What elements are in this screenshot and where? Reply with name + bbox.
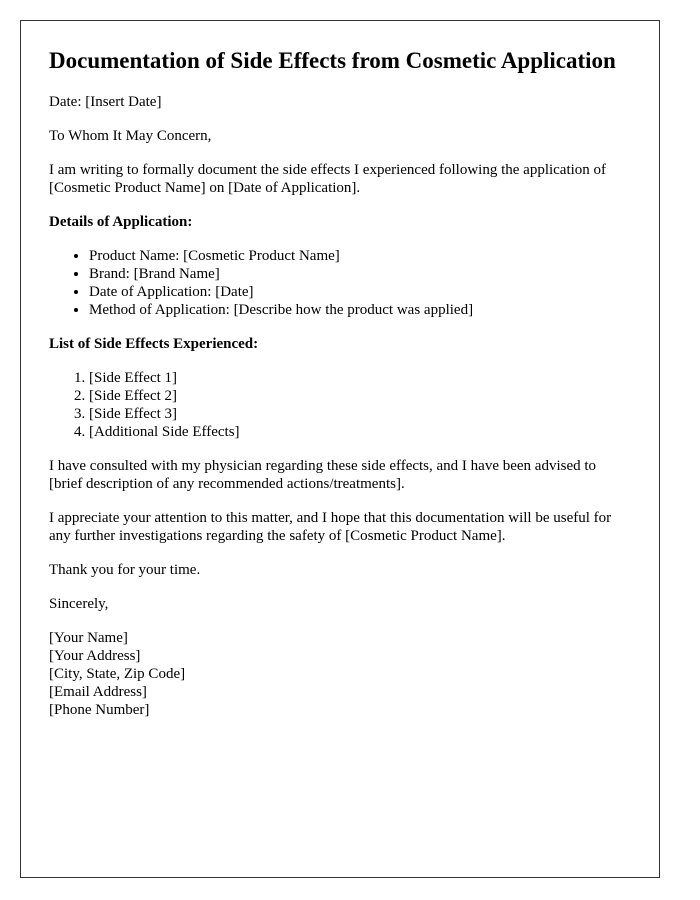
- document-title: Documentation of Side Effects from Cosmetic Application: [49, 48, 616, 73]
- side-effects-list: [49, 369, 631, 441]
- physician-paragraph: I have consulted with my physician regarding these side effects, and I have been advised to [brief description of any recommended actions/treatments].: [49, 458, 597, 492]
- salutation: To Whom It May Concern,: [49, 128, 212, 144]
- side-effect-item-1: 1. [Side Effect 1]: [89, 369, 631, 387]
- appreciation-paragraph: I appreciate your attention to this matter, and I hope that this documentation will be useful for any further investigations regarding the safety of [Cosmetic Product Name].: [49, 510, 612, 544]
- letter-document: [20, 20, 660, 878]
- signature-address: [Your Address]: [49, 648, 141, 664]
- details-item-product-name: • Product Name: [Cosmetic Product Name]: [89, 247, 631, 265]
- details-list: [49, 247, 631, 319]
- signature-phone: [Phone Number]: [49, 702, 150, 718]
- side-effect-item-additional: 4. [Additional Side Effects]: [89, 423, 631, 441]
- details-item-brand: • Brand: [Brand Name]: [89, 265, 631, 283]
- side-effects-heading: List of Side Effects Experienced:: [49, 336, 259, 352]
- signature-block: [49, 629, 631, 719]
- side-effect-item-2: 2. [Side Effect 2]: [89, 387, 631, 405]
- intro-paragraph: I am writing to formally document the side effects I experienced following the application of [Cosmetic Product Name] on [Date of Application].: [49, 162, 607, 196]
- details-item-method: • Method of Application: [Describe how the product was applied]: [89, 301, 631, 319]
- details-heading: Details of Application:: [49, 214, 193, 230]
- closing-line: Sincerely,: [49, 596, 109, 612]
- details-item-date: • Date of Application: [Date]: [89, 283, 631, 301]
- side-effect-item-3: 3. [Side Effect 3]: [89, 405, 631, 423]
- signature-email: [Email Address]: [49, 684, 147, 700]
- thanks-line: Thank you for your time.: [49, 562, 201, 578]
- signature-name: [Your Name]: [49, 630, 128, 646]
- signature-city-state-zip: [City, State, Zip Code]: [49, 666, 186, 682]
- date-line: Date: [Insert Date]: [49, 94, 162, 110]
